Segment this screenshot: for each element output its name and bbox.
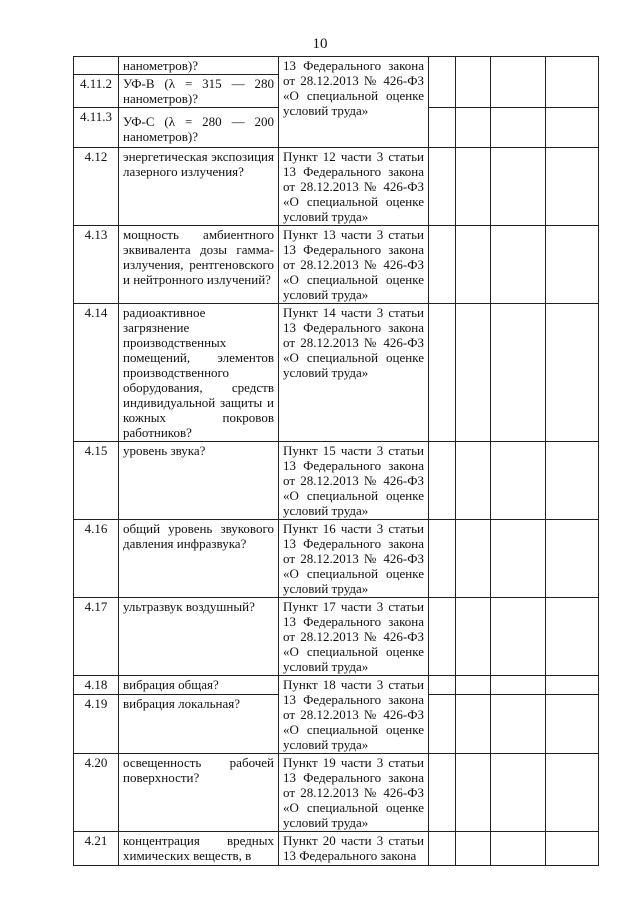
answer-no-cell[interactable] bbox=[456, 442, 491, 520]
table-row bbox=[74, 832, 599, 866]
table-row bbox=[74, 148, 599, 226]
answer-no-cell[interactable] bbox=[456, 304, 491, 442]
answer-na-cell[interactable] bbox=[491, 694, 546, 753]
checklist-table bbox=[73, 56, 599, 866]
notes-cell[interactable] bbox=[546, 832, 599, 866]
answer-na-cell[interactable] bbox=[491, 304, 546, 442]
row-question: общий уровень звукового давления инфразвука? bbox=[119, 520, 279, 598]
answer-yes-cell[interactable] bbox=[429, 304, 456, 442]
answer-no-cell[interactable] bbox=[456, 832, 491, 866]
notes-cell[interactable] bbox=[546, 694, 599, 753]
row-number: 4.12 bbox=[74, 148, 119, 226]
notes-cell[interactable] bbox=[546, 304, 599, 442]
table-row bbox=[74, 676, 599, 695]
row-legal-reference: Пункт 14 части 3 статьи 13 Федерального закона от 28.12.2013 № 426-ФЗ «О специальной оценке условий труда» bbox=[279, 304, 429, 442]
row-legal-reference: 13 Федерального закона от 28.12.2013 № 426-ФЗ «О специальной оценке условий труда» bbox=[279, 57, 429, 148]
answer-yes-cell[interactable] bbox=[429, 754, 456, 832]
row-number: 4.11.2 bbox=[74, 75, 119, 108]
row-legal-reference: Пункт 15 части 3 статьи 13 Федерального закона от 28.12.2013 № 426-ФЗ «О специальной оценке условий труда» bbox=[279, 442, 429, 520]
answer-na-cell[interactable] bbox=[491, 148, 546, 226]
row-legal-reference: Пункт 17 части 3 статьи 13 Федерального закона от 28.12.2013 № 426-ФЗ «О специальной оценке условий труда» bbox=[279, 598, 429, 676]
answer-no-cell[interactable] bbox=[456, 148, 491, 226]
row-legal-reference: Пункт 20 части 3 статьи 13 Федерального закона bbox=[279, 832, 429, 866]
answer-no-cell[interactable] bbox=[456, 598, 491, 676]
row-question: концентрация вредных химических веществ, в bbox=[119, 832, 279, 866]
notes-cell[interactable] bbox=[546, 598, 599, 676]
answer-no-cell[interactable] bbox=[456, 754, 491, 832]
row-legal-reference: Пункт 19 части 3 статьи 13 Федерального закона от 28.12.2013 № 426-ФЗ «О специальной оценке условий труда» bbox=[279, 754, 429, 832]
row-number: 4.19 bbox=[74, 694, 119, 753]
notes-cell[interactable] bbox=[546, 226, 599, 304]
row-number: 4.11.3 bbox=[74, 108, 119, 148]
row-legal-reference: Пункт 16 части 3 статьи 13 Федерального закона от 28.12.2013 № 426-ФЗ «О специальной оценке условий труда» bbox=[279, 520, 429, 598]
answer-na-cell[interactable] bbox=[491, 226, 546, 304]
notes-cell[interactable] bbox=[546, 754, 599, 832]
notes-cell[interactable] bbox=[546, 108, 599, 148]
answer-yes-cell[interactable] bbox=[429, 520, 456, 598]
table-row bbox=[74, 598, 599, 676]
table-row bbox=[74, 304, 599, 442]
row-question: УФ-В (λ = 315 — 280 нанометров)? bbox=[119, 75, 279, 108]
answer-no-cell[interactable] bbox=[456, 694, 491, 753]
notes-cell[interactable] bbox=[546, 57, 599, 108]
answer-yes-cell[interactable] bbox=[429, 694, 456, 753]
notes-cell[interactable] bbox=[546, 148, 599, 226]
row-number: 4.15 bbox=[74, 442, 119, 520]
answer-no-cell[interactable] bbox=[456, 676, 491, 695]
row-number: 4.18 bbox=[74, 676, 119, 695]
notes-cell[interactable] bbox=[546, 676, 599, 695]
row-number bbox=[74, 57, 119, 75]
answer-no-cell[interactable] bbox=[456, 108, 491, 148]
row-question: вибрация локальная? bbox=[119, 694, 279, 753]
answer-no-cell[interactable] bbox=[456, 520, 491, 598]
row-legal-reference: Пункт 12 части 3 статьи 13 Федерального закона от 28.12.2013 № 426-ФЗ «О специальной оценке условий труда» bbox=[279, 148, 429, 226]
row-question: уровень звука? bbox=[119, 442, 279, 520]
row-question: радиоактивное загрязнение производственных помещений, элементов производственного оборудования, средств индивидуальной защиты и кожных покровов работников? bbox=[119, 304, 279, 442]
table-row bbox=[74, 226, 599, 304]
answer-na-cell[interactable] bbox=[491, 520, 546, 598]
row-question: вибрация общая? bbox=[119, 676, 279, 695]
answer-yes-cell[interactable] bbox=[429, 442, 456, 520]
answer-yes-cell[interactable] bbox=[429, 57, 456, 108]
table-row bbox=[74, 442, 599, 520]
answer-yes-cell[interactable] bbox=[429, 226, 456, 304]
table-row bbox=[74, 754, 599, 832]
row-question: мощность амбиентного эквивалента дозы гамма-излучения, рентгеновского и нейтронного излучений? bbox=[119, 226, 279, 304]
page-number: 10 bbox=[312, 36, 328, 52]
row-number: 4.17 bbox=[74, 598, 119, 676]
answer-yes-cell[interactable] bbox=[429, 832, 456, 866]
row-number: 4.13 bbox=[74, 226, 119, 304]
answer-no-cell[interactable] bbox=[456, 57, 491, 108]
answer-yes-cell[interactable] bbox=[429, 148, 456, 226]
answer-yes-cell[interactable] bbox=[429, 676, 456, 695]
row-question: УФ-С (λ = 280 — 200 нанометров)? bbox=[119, 108, 279, 148]
row-legal-reference: Пункт 13 части 3 статьи 13 Федерального закона от 28.12.2013 № 426-ФЗ «О специальной оценке условий труда» bbox=[279, 226, 429, 304]
row-legal-reference: Пункт 18 части 3 статьи 13 Федерального закона от 28.12.2013 № 426-ФЗ «О специальной оценке условий труда» bbox=[279, 676, 429, 754]
answer-yes-cell[interactable] bbox=[429, 108, 456, 148]
row-number: 4.16 bbox=[74, 520, 119, 598]
answer-no-cell[interactable] bbox=[456, 226, 491, 304]
answer-na-cell[interactable] bbox=[491, 108, 546, 148]
answer-na-cell[interactable] bbox=[491, 832, 546, 866]
row-number: 4.20 bbox=[74, 754, 119, 832]
notes-cell[interactable] bbox=[546, 520, 599, 598]
row-question: освещенность рабочей поверхности? bbox=[119, 754, 279, 832]
row-question: ультразвук воздушный? bbox=[119, 598, 279, 676]
table-row bbox=[74, 57, 599, 75]
row-question: нанометров)? bbox=[119, 57, 279, 75]
row-question: энергетическая экспозиция лазерного излучения? bbox=[119, 148, 279, 226]
table-row bbox=[74, 520, 599, 598]
answer-yes-cell[interactable] bbox=[429, 598, 456, 676]
row-number: 4.21 bbox=[74, 832, 119, 866]
answer-na-cell[interactable] bbox=[491, 598, 546, 676]
answer-na-cell[interactable] bbox=[491, 676, 546, 695]
notes-cell[interactable] bbox=[546, 442, 599, 520]
answer-na-cell[interactable] bbox=[491, 442, 546, 520]
answer-na-cell[interactable] bbox=[491, 57, 546, 108]
answer-na-cell[interactable] bbox=[491, 754, 546, 832]
row-number: 4.14 bbox=[74, 304, 119, 442]
